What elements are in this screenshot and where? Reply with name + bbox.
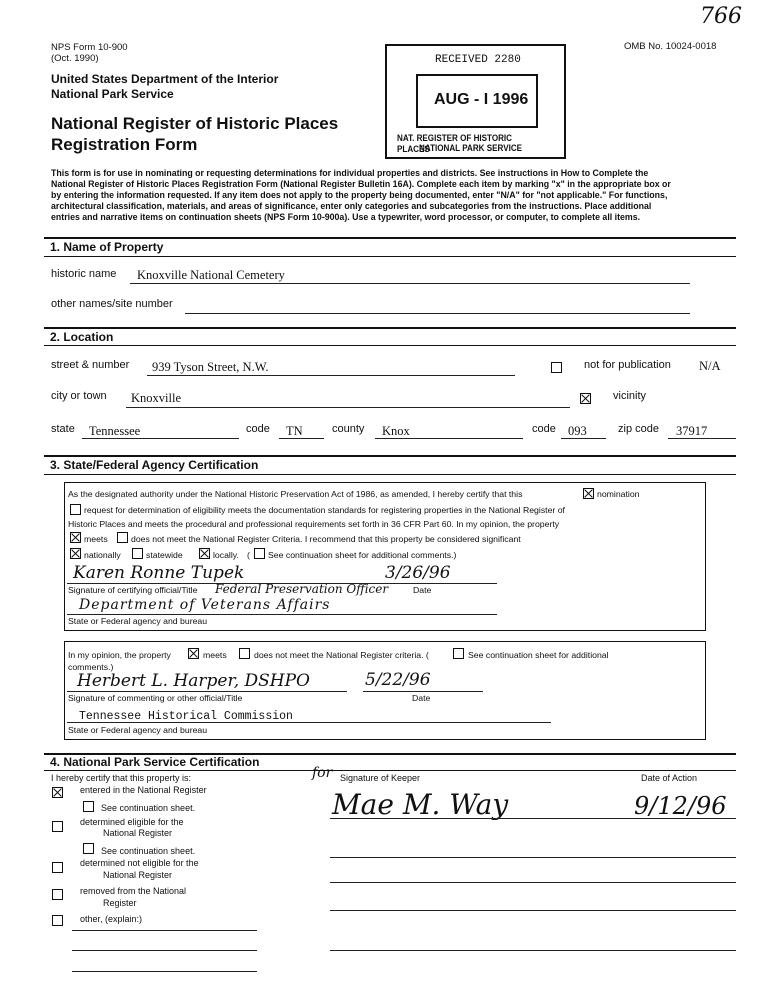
removed-label-2: Register: [103, 898, 137, 908]
city-value[interactable]: Knoxville: [131, 391, 181, 405]
entered-checkbox[interactable]: [52, 787, 63, 798]
section-rule: [44, 327, 736, 329]
street-value[interactable]: 939 Tyson Street, N.W.: [152, 360, 269, 374]
meets-label: meets: [84, 534, 108, 544]
form-date: (Oct. 1990): [51, 53, 99, 64]
section-rule: [44, 474, 736, 475]
section-2-heading: 2. Location: [50, 330, 114, 344]
commenting-date: 5/22/96: [365, 670, 431, 690]
county-label: county: [332, 423, 365, 435]
keeper-label: Signature of Keeper: [340, 773, 421, 783]
opinion-does-not-meet-checkbox[interactable]: [239, 648, 250, 659]
request-determination-checkbox[interactable]: [70, 504, 81, 515]
section-rule: [44, 345, 736, 346]
commission-value: Tennessee Historical Commission: [79, 710, 293, 723]
explain-line: [72, 930, 257, 931]
intro-line: This form is for use in nominating or requesting determinations for individual properties and districts. See instructions in How to Complete the: [51, 168, 649, 178]
not-for-publication-label: not for publication: [584, 359, 671, 371]
explain-line: [72, 971, 257, 972]
commission-line: [67, 722, 551, 723]
see-continuation-1-label: See continuation sheet.: [101, 803, 196, 813]
date-of-action-label: Date of Action: [641, 773, 698, 783]
keeper-line: [330, 857, 736, 858]
see-continuation-1-checkbox[interactable]: [83, 801, 94, 812]
intro-line: by entering the information requested. If any item does not apply to the property being documented, enter "N/A" for "not applicable." For functions,: [51, 190, 668, 200]
commenting-signature-line: [67, 691, 347, 692]
certifying-title: Federal Preservation Officer: [215, 582, 389, 596]
nationally-label: nationally: [84, 550, 121, 560]
received-stamp: [385, 44, 566, 159]
vicinity-checkbox[interactable]: [580, 393, 591, 404]
county-code-label: code: [532, 423, 556, 435]
section-4-heading: 4. National Park Service Certification: [50, 755, 260, 769]
keeper-signature: Mae M. Way: [332, 788, 509, 821]
city-line: [126, 407, 570, 408]
determined-eligible-checkbox[interactable]: [52, 821, 63, 832]
not-eligible-checkbox[interactable]: [52, 862, 63, 873]
statewide-label: statewide: [146, 550, 183, 560]
paren-open: (: [247, 550, 250, 560]
statewide-checkbox[interactable]: [132, 548, 143, 559]
certifying-signature: Karen Ronne Tupek: [73, 563, 245, 583]
not-for-publication-value: N/A: [699, 359, 721, 373]
state-code-line: [279, 438, 324, 439]
keeper-prefix: for: [312, 765, 333, 781]
opinion-continuation: See continuation sheet for additional: [468, 650, 609, 660]
opinion-continuation-checkbox[interactable]: [453, 648, 464, 659]
section-rule: [44, 237, 736, 239]
section-rule: [44, 770, 736, 771]
form-number: NPS Form 10-900: [51, 42, 128, 53]
state-code-value[interactable]: TN: [286, 424, 303, 438]
cert-line3: Historic Places and meets the procedural and professional requirements set forth in 36 CFR Part 60. In my opinion, the property: [68, 519, 560, 529]
state-line: [82, 438, 239, 439]
cert-line1: As the designated authority under the National Historic Preservation Act of 1986, as amended, I hereby certify that this: [68, 489, 523, 499]
not-eligible-label-2: National Register: [103, 870, 173, 880]
intro-line: National Register of Historic Places Registration Form (National Register Bulletin 16A). Complete each item by marking "x" in the appropriate box or: [51, 179, 671, 189]
certification-box: [64, 482, 706, 631]
commenting-label: Signature of commenting or other official/Title: [68, 693, 243, 703]
nomination-checkbox[interactable]: [583, 488, 594, 499]
cert-line2: request for determination of eligibility meets the documentation standards for registering properties in the National Register of: [84, 505, 565, 515]
agency-value: Department of Veterans Affairs: [79, 597, 331, 613]
intro-line: entries and narrative items on continuation sheets (NPS Form 10-900a). Use a typewriter, word processor, or computer, to complete all items.: [51, 212, 641, 222]
form-title-line2: Registration Form: [51, 135, 198, 154]
section-rule: [44, 455, 736, 457]
vicinity-label: vicinity: [613, 390, 647, 402]
see-continuation-2-label: See continuation sheet.: [101, 846, 196, 856]
keeper-line: [330, 910, 736, 911]
instructions-paragraph: [51, 168, 741, 223]
city-label: city or town: [51, 390, 107, 402]
historic-name-line: [130, 283, 690, 284]
department-name: United States Department of the Interior: [51, 72, 279, 86]
does-not-meet-checkbox[interactable]: [117, 532, 128, 543]
state-value[interactable]: Tennessee: [89, 424, 141, 438]
opinion-meets-checkbox[interactable]: [188, 648, 199, 659]
commenting-date-line: [363, 691, 483, 692]
certifying-date: 3/26/96: [385, 563, 451, 583]
agency-label: State or Federal agency and bureau: [68, 616, 208, 626]
cert-line4: does not meet the National Register Criteria. I recommend that this property be considered significant: [131, 534, 521, 544]
zip-line: [668, 438, 736, 439]
other-checkbox[interactable]: [52, 915, 63, 926]
street-line: [147, 375, 515, 376]
see-continuation-2-checkbox[interactable]: [83, 843, 94, 854]
stamp-line1: NAT. REGISTER OF HISTORIC PLACES: [397, 133, 513, 155]
opinion-meets-label: meets: [203, 650, 227, 660]
form-title-line1: National Register of Historic Places: [51, 114, 339, 133]
street-label: street & number: [51, 359, 130, 371]
locally-checkbox[interactable]: [199, 548, 210, 559]
historic-name-value[interactable]: Knoxville National Cemetery: [137, 268, 285, 282]
keeper-line: [330, 818, 736, 819]
nationally-checkbox[interactable]: [70, 548, 81, 559]
section-1-heading: 1. Name of Property: [50, 240, 164, 254]
date-label: Date: [413, 585, 432, 595]
removed-label: removed from the National: [80, 886, 187, 896]
action-date: 9/12/96: [634, 792, 727, 820]
historic-name-label: historic name: [51, 268, 117, 280]
section-rule: [44, 256, 736, 257]
county-code-value[interactable]: 093: [568, 424, 587, 438]
county-value[interactable]: Knox: [382, 424, 410, 438]
zip-value[interactable]: 37917: [676, 424, 708, 438]
other-names-label: other names/site number: [51, 298, 173, 310]
service-name: National Park Service: [51, 87, 174, 101]
commenting-box: [64, 641, 706, 740]
stamp-received: RECEIVED 2280: [435, 54, 521, 66]
continuation-label: See continuation sheet for additional comments.): [268, 550, 457, 560]
agency-line: [67, 614, 497, 615]
determined-eligible-label-2: National Register: [103, 828, 173, 838]
keeper-line: [330, 950, 736, 951]
commenting-signature: Herbert L. Harper, DSHPO: [77, 671, 310, 691]
locally-label: locally.: [213, 550, 239, 560]
county-line: [375, 438, 523, 439]
county-code-line: [561, 438, 606, 439]
other-names-line: [185, 313, 690, 314]
state-code-label: code: [246, 423, 270, 435]
entered-label: entered in the National Register: [80, 785, 207, 795]
stamp-date: AUG - I 1996: [434, 91, 529, 108]
certify-label: I hereby certify that this property is:: [51, 773, 192, 783]
opinion-comments: comments.): [68, 662, 114, 672]
stamp-line2: NATIONAL PARK SERVICE: [419, 143, 523, 154]
explain-line: [72, 950, 257, 951]
commenting-date-label: Date: [412, 693, 431, 703]
other-label: other, (explain:): [80, 914, 143, 924]
state-label: state: [51, 423, 75, 435]
intro-line: architectural classification, materials, and areas of significance, enter only categories and subcategories from the instructions. Place additional: [51, 201, 652, 211]
keeper-line: [330, 882, 736, 883]
commission-label: State or Federal agency and bureau: [68, 725, 208, 735]
opinion-text: does not meet the National Register criteria. (: [254, 650, 429, 660]
continuation-checkbox[interactable]: [254, 548, 265, 559]
opinion-label: In my opinion, the property: [68, 650, 171, 660]
not-for-publication-checkbox[interactable]: [551, 362, 562, 373]
signature-label: Signature of certifying official/Title: [68, 585, 198, 595]
not-eligible-label: determined not eligible for the: [80, 858, 199, 868]
section-3-heading: 3. State/Federal Agency Certification: [50, 458, 259, 472]
omb-number: OMB No. 10024-0018: [624, 41, 717, 52]
removed-checkbox[interactable]: [52, 889, 63, 900]
zip-label: zip code: [618, 423, 659, 435]
meets-checkbox[interactable]: [70, 532, 81, 543]
stamp-date-box: [416, 74, 538, 128]
determined-eligible-label: determined eligible for the: [80, 817, 184, 827]
nomination-label: nomination: [597, 489, 640, 499]
page-number-handwritten: 766: [700, 4, 742, 29]
